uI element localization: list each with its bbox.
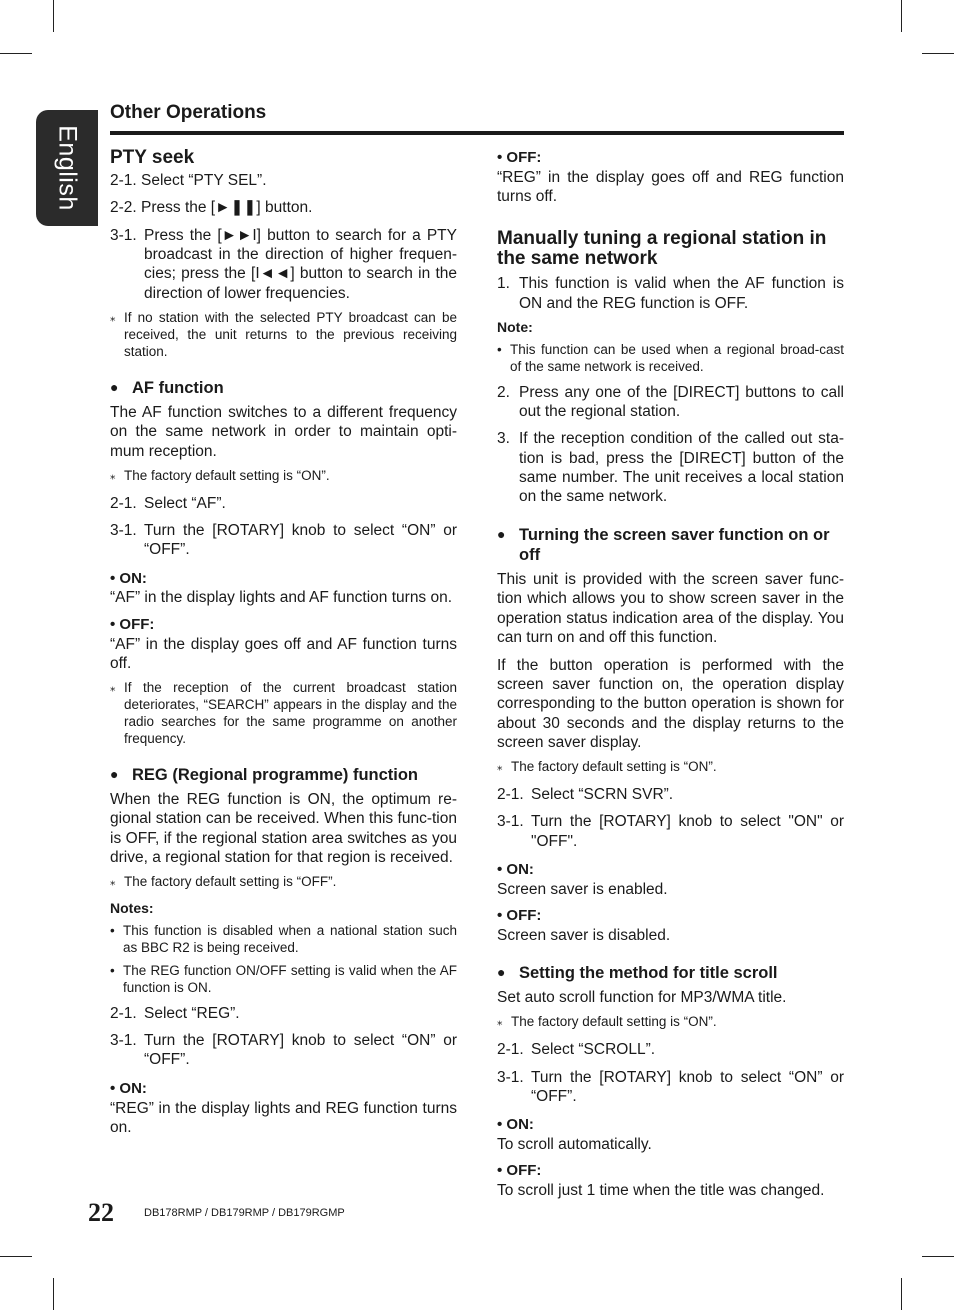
manual-note	[497, 341, 844, 375]
pty-step-press: 2-2. Press the [►❚❚] button.	[110, 199, 313, 217]
asterisk-icon: ⁎	[110, 682, 116, 695]
af-default-note	[110, 467, 457, 486]
crop-mark-br-v	[901, 1278, 902, 1310]
step-number: 2-1.	[497, 786, 524, 804]
af-step-select	[110, 494, 457, 513]
language-label: English	[53, 125, 82, 211]
asterisk-icon: ⁎	[110, 469, 116, 482]
notes-label: Notes:	[110, 900, 154, 917]
title-scroll-description: Set auto scroll function for MP3/WMA title.	[497, 989, 787, 1007]
screen-saver-description-1: This unit is provided with the screen saver func-tion which allows you to show screen saver in the operation status indication area of the display. You can turn on and off this function.	[497, 571, 844, 647]
screen-saver-off-text: Screen saver is disabled.	[497, 927, 671, 945]
asterisk-icon: ⁎	[497, 1016, 503, 1029]
asterisk-icon: ⁎	[110, 312, 116, 325]
title-scroll-heading	[497, 963, 844, 984]
asterisk-icon: ⁎	[497, 761, 503, 774]
title-scroll-off-text: To scroll just 1 time when the title was changed.	[497, 1182, 825, 1200]
section-header-title: Other Operations	[110, 102, 267, 123]
title-scroll-step-select	[497, 1040, 844, 1059]
reg-description: When the REG function is ON, the optimum re-gional station can be received. When this func-tion is OFF, if the regional station area switches as you drive, a regional station for that region is received.	[110, 790, 457, 867]
note-text: This function can be used when a regional broad-cast of the same network is received.	[510, 341, 844, 374]
reg-default-note	[110, 873, 457, 892]
note-text: If the reception of the current broadcast station deteriorates, “SEARCH” appears in the display and the radio searches for the same programme on another frequency.	[124, 680, 457, 747]
reg-step-select	[110, 1004, 457, 1023]
reg-on-text: “REG” in the display lights and REG function turns on.	[110, 1099, 457, 1136]
crop-mark-tl-v	[53, 0, 54, 32]
pty-step-select: 2-1. Select “PTY SEL”.	[110, 171, 267, 189]
heading-text: Setting the method for title scroll	[519, 964, 778, 983]
af-step-turn	[110, 521, 457, 560]
reg-step-turn	[110, 1031, 457, 1070]
note-label: Note:	[497, 319, 533, 336]
crop-mark-tr-h	[922, 53, 954, 54]
note-text: The factory default setting is “ON”.	[124, 467, 330, 483]
manual-step-3	[497, 429, 844, 507]
reg-off-text: “REG” in the display goes off and REG function turns off.	[497, 168, 844, 206]
title-scroll-step-turn	[497, 1068, 844, 1107]
step-number: 1.	[497, 275, 510, 293]
pty-step-search	[110, 226, 457, 304]
reg-note-1	[110, 922, 457, 956]
model-numbers: DB178RMP / DB179RMP / DB179RGMP	[144, 1207, 345, 1219]
title-scroll-on-label: • ON:	[497, 1116, 534, 1134]
note-text: The REG function ON/OFF setting is valid when the AF function is ON.	[123, 962, 457, 995]
crop-mark-tl-h	[0, 53, 32, 54]
title-scroll-off-label: • OFF:	[497, 1162, 542, 1180]
reg-on-label: • ON:	[110, 1079, 147, 1097]
step-number: 2.	[497, 383, 510, 401]
right-column	[497, 149, 844, 1201]
af-search-note	[110, 679, 457, 747]
bullet-dot-icon: •	[110, 962, 115, 978]
step-number: 3-1.	[110, 1032, 137, 1050]
note-text: The factory default setting is “ON”.	[511, 759, 717, 775]
step-number: 2-1.	[110, 1004, 137, 1022]
step-text: Select “SCRN SVR”.	[531, 786, 674, 804]
crop-mark-br-h	[922, 1256, 954, 1257]
reg-off-label: • OFF:	[497, 149, 542, 166]
af-on-label: • ON:	[110, 569, 147, 587]
step-text: Turn the [ROTARY] knob to select "ON" or "OFF".	[531, 813, 844, 850]
page-number: 22	[88, 1198, 114, 1227]
step-number: 3-1.	[110, 521, 137, 539]
screen-saver-on-text: Screen saver is enabled.	[497, 880, 668, 898]
manual-step-1	[497, 274, 844, 313]
af-off-text: “AF” in the display goes off and AF function turns off.	[110, 635, 457, 672]
heading-text: REG (Regional programme) function	[132, 766, 419, 785]
note-text: The factory default setting is “OFF”.	[124, 874, 337, 890]
language-side-tab	[36, 110, 98, 226]
note-text: If no station with the selected PTY broadcast can be received, the unit returns to the previous receiving station.	[124, 310, 457, 360]
step-text: Turn the [ROTARY] knob to select “ON” or “OFF”.	[144, 1032, 457, 1069]
asterisk-icon: ⁎	[110, 876, 116, 889]
pty-note	[110, 309, 457, 360]
af-on-text: “AF” in the display lights and AF function turns on.	[110, 589, 453, 607]
title-scroll-on-text: To scroll automatically.	[497, 1136, 652, 1154]
screen-saver-description-2: If the button operation is performed with the screen saver function on, the operation display corresponding to the button operation is shown for about 30 seconds and the display returns to the screen saver display.	[497, 656, 844, 752]
note-text: This function is disabled when a national station such as BBC R2 is being received.	[123, 922, 457, 955]
manual-step-2	[497, 383, 844, 422]
af-description: The AF function switches to a different frequency on the same network in order to maintain opti-mum reception.	[110, 403, 457, 460]
step-text: Press the [►►I] button to search for a PTY broadcast in the direction of higher frequen-cies; press the [I◄◄] button to search in the direction of lower frequencies.	[144, 226, 457, 302]
heading-text: Turning the screen saver function on or off	[519, 525, 830, 565]
step-number: 3.	[497, 430, 510, 448]
af-function-heading	[110, 378, 457, 399]
bullet-dot-icon: •	[110, 922, 115, 938]
step-text: Turn the [ROTARY] knob to select “ON” or “OFF”.	[531, 1068, 844, 1105]
crop-mark-bl-h	[0, 1256, 32, 1257]
step-number: 3-1.	[497, 813, 524, 831]
step-text: Select “SCROLL”.	[531, 1041, 656, 1059]
bullet-circle-icon: ●	[110, 766, 119, 783]
bullet-circle-icon: ●	[497, 525, 506, 542]
step-text: Select “AF”.	[144, 494, 226, 512]
screen-saver-default-note	[497, 758, 844, 777]
title-scroll-default-note	[497, 1013, 844, 1032]
step-number: 3-1.	[110, 226, 137, 244]
step-text: Turn the [ROTARY] knob to select “ON” or “OFF”.	[144, 521, 457, 559]
crop-mark-tr-v	[901, 0, 902, 32]
step-text: If the reception condition of the called out sta-tion is bad, press the [DIRECT] button of the same number. The unit receives a local station on the same network.	[519, 430, 844, 506]
note-text: The factory default setting is “ON”.	[511, 1014, 717, 1030]
reg-function-heading	[110, 765, 457, 786]
bullet-circle-icon: ●	[497, 964, 506, 981]
bullet-circle-icon: ●	[110, 379, 119, 396]
step-text: Select “REG”.	[144, 1004, 240, 1022]
screen-saver-step-turn	[497, 812, 844, 851]
screen-saver-step-select	[497, 785, 844, 804]
step-number: 2-1.	[110, 494, 137, 512]
step-number: 2-1.	[497, 1041, 524, 1059]
left-column	[110, 148, 457, 1137]
screen-saver-off-label: • OFF:	[497, 907, 542, 925]
pty-seek-heading: PTY seek	[110, 147, 195, 168]
step-text: Press any one of the [DIRECT] buttons to call out the regional station.	[519, 383, 844, 420]
header-rule	[110, 131, 844, 135]
screen-saver-heading	[497, 525, 844, 566]
crop-mark-bl-v	[53, 1278, 54, 1310]
step-text: This function is valid when the AF function is ON and the REG function is OFF.	[519, 275, 844, 312]
af-off-label: • OFF:	[110, 615, 155, 633]
manual-tuning-heading: Manually tuning a regional station in the same network	[497, 227, 827, 270]
step-number: 3-1.	[497, 1068, 524, 1086]
bullet-dot-icon: •	[497, 341, 502, 357]
heading-text: AF function	[132, 379, 224, 398]
screen-saver-on-label: • ON:	[497, 861, 534, 879]
reg-note-2	[110, 962, 457, 996]
